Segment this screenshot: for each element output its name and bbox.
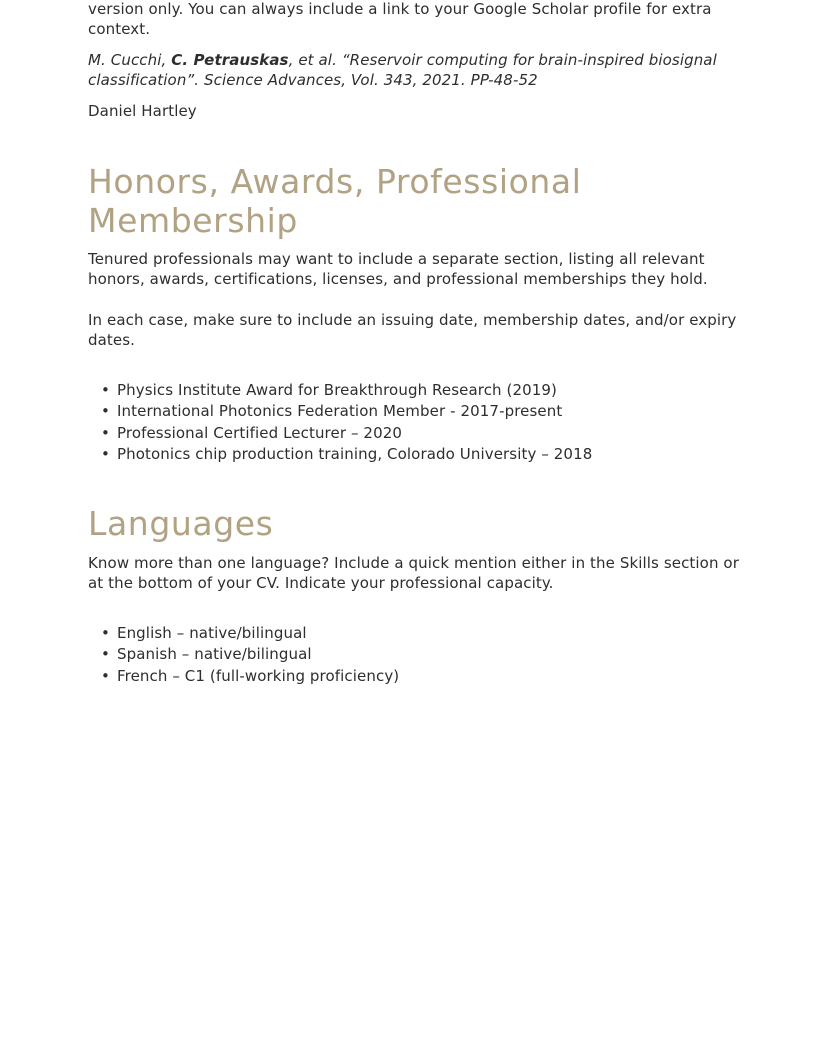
languages-section-heading: Languages — [88, 504, 274, 543]
languages-paragraph: Know more than one language? Include a quick mention either in the Skills section or at the bottom of your CV. Indicate your professional capacity. — [88, 554, 739, 592]
bullet-icon: • — [101, 444, 110, 463]
honors-list-item — [88, 444, 758, 465]
citation-authors-before: M. Cucchi, — [88, 51, 172, 69]
language-list-item — [88, 666, 758, 687]
honors-list-item — [88, 423, 758, 444]
language-item-text: Spanish – native/bilingual — [117, 645, 312, 664]
bullet-icon: • — [101, 423, 110, 442]
bullet-icon: • — [101, 645, 110, 664]
citation-title-source: “Reservoir computing for brain-inspired biosignal classification”. Science Advances, Vol. 343, 2021. PP-48-52 — [88, 51, 717, 89]
honors-paragraph-1: Tenured professionals may want to include a separate section, listing all relevant honors, awards, certifications, licenses, and professional memberships they hold. — [88, 250, 708, 288]
honors-item-text: Professional Certified Lecturer – 2020 — [117, 423, 402, 442]
language-list-item — [88, 623, 758, 644]
bullet-icon: • — [101, 381, 110, 399]
honors-list-item — [88, 401, 758, 422]
bullet-icon: • — [101, 666, 110, 685]
publication-citation — [88, 50, 758, 90]
language-item-text: English – native/bilingual — [117, 624, 307, 642]
bullet-icon: • — [101, 402, 110, 421]
languages-list — [88, 623, 758, 687]
language-item-text: French – C1 (full-working proficiency) — [117, 666, 400, 685]
honors-item-text: International Photonics Federation Member - 2017-present — [117, 402, 563, 421]
honors-section-heading: Honors, Awards, Professional Membership — [88, 162, 582, 240]
honors-item-text: Photonics chip production training, Colorado University – 2018 — [117, 444, 593, 463]
citation-highlighted-author: C. Petrauskas — [171, 51, 289, 69]
signature-name: Daniel Hartley — [88, 102, 197, 120]
language-list-item — [88, 644, 758, 665]
honors-item-text: Physics Institute Award for Breakthrough Research (2019) — [117, 381, 557, 399]
honors-list-item — [88, 380, 758, 401]
bullet-icon: • — [101, 624, 110, 642]
citation-authors-after: , et al. — [288, 51, 342, 69]
honors-paragraph-2: In each case, make sure to include an issuing date, membership dates, and/or expiry dates. — [88, 311, 737, 349]
publications-intro-text: version only. You can always include a link to your Google Scholar profile for extra context. — [88, 0, 712, 38]
honors-list — [88, 380, 758, 465]
